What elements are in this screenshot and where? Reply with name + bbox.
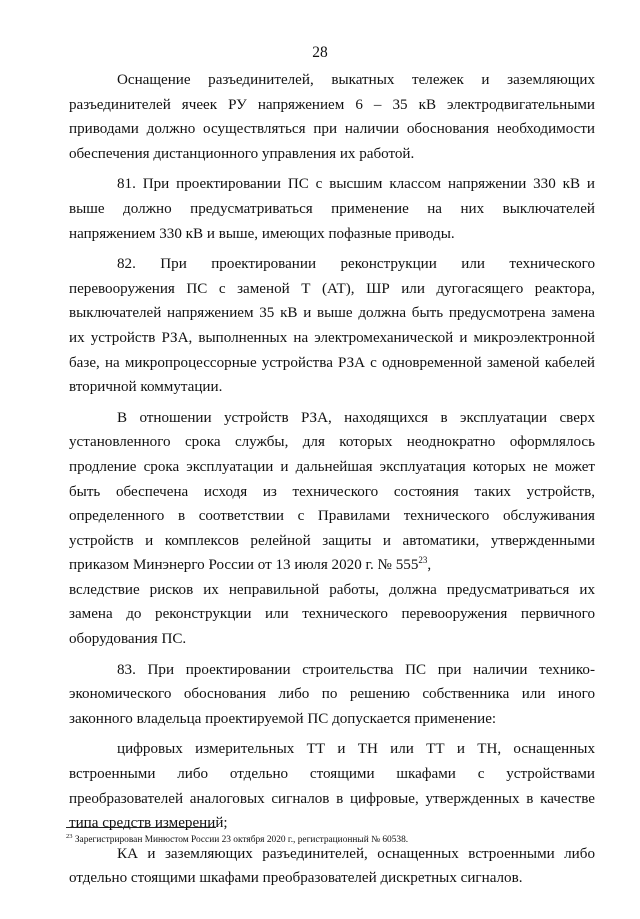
paragraph-switchgear-drives: Оснащение разъединителей, выкатных тележек и заземляющих разъединителей ячеек РУ напряжением 6 – 35 кВ электродвигательными приводами должно осуществляться при наличии обоснования необходимости обеспечения дистанционного управления их работой. <box>69 72 595 162</box>
footnote-divider <box>66 827 216 828</box>
footnote-text: Зарегистрирован Минюстом России 23 октября 2020 г., регистрационный № 60538. <box>72 835 409 845</box>
footnote <box>66 834 596 846</box>
paragraph-83: 83. При проектировании строительства ПС при наличии технико-экономического обоснования либо по решению собственника или иного законного владельца проектируемой ПС допускается применение: <box>69 661 595 727</box>
page-number: 28 <box>312 44 328 61</box>
paragraph-rza-continuation: вследствие рисков их неправильной работы, должна предусматриваться их замена до реконструкции или технического перевооружения первичного оборудования ПС. <box>69 581 595 648</box>
footnote-reference-suffix: , <box>427 557 432 574</box>
paragraph-rza-text: В отношении устройств РЗА, находящихся в эксплуатации сверх установленного срока службы, для которых неоднократно оформлялось продление срока эксплуатации и дальнейшая эксплуатация которых не может быть обеспечена исходя из технического состояния таких устройств, определенного в соответствии с Правилами технического обслуживания устройств и комплексов релейной защиты и автоматики, утвержденными приказом Минэнерго России от 13 июля 2020 г. № 555 <box>69 409 595 574</box>
paragraph-digital-transformers: цифровых измерительных ТТ и ТН или ТТ и ТН, оснащенных встроенными либо отдельно стоящими шкафами с устройствами преобразователей аналоговых сигналов в цифровые, утвержденных в качестве типа средств измерений; <box>69 741 595 832</box>
paragraph-switching-devices: КА и заземляющих разъединителей, оснащенных встроенными либо отдельно стоящими шкафами преобразователей дискретных сигналов. <box>69 845 595 887</box>
footnote-mark: 23 <box>66 832 73 840</box>
footnote-reference[interactable]: 23 <box>418 555 428 566</box>
document-body <box>69 68 595 895</box>
paragraph-rza-replacement <box>69 406 595 578</box>
paragraph-82: 82. При проектировании реконструкции или технического перевооружения ПС с заменой Т (АТ), ШР или дугогасящего реактора, выключателей напряжением 35 кВ и выше должна быть предусмотрена замена их устройств РЗА, выполненных на электромеханической и микроэлектронной базе, на микропроцессорные устройства РЗА с одновременной заменой кабелей вторичной коммутации. <box>69 256 595 396</box>
paragraph-81: 81. При проектировании ПС с высшим классом напряжении 330 кВ и выше должно предусматриваться применение на них выключателей напряжением 330 кВ и выше, имеющих пофазные приводы. <box>69 176 595 242</box>
